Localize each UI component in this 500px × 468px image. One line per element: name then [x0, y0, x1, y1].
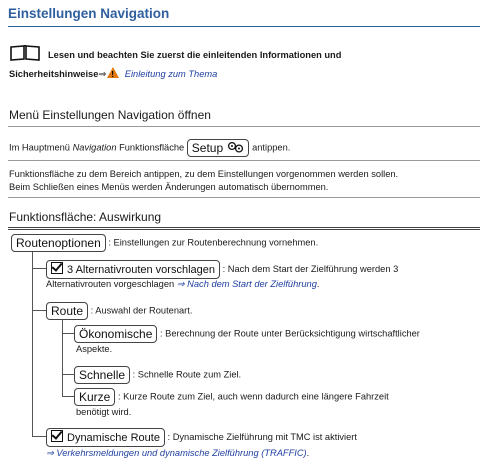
open-step: [9, 139, 290, 157]
open-note-1: Funktionsfläche zu dem Bereich antippen, zu dem Einstellungen vorgenommen werden sollen.: [9, 169, 399, 179]
step-divider: [8, 160, 480, 161]
oekonomisch-desc2: Aspekte.: [76, 344, 113, 354]
row-schnelle: [74, 366, 241, 384]
dynamisch-desc: : Dynamische Zielführung mit TMC ist aktiviert: [167, 431, 357, 442]
routenoptionen-button[interactable]: Routenoptionen: [11, 234, 106, 252]
row-dynamisch: [46, 428, 357, 447]
tree-tick-oekonomisch: [62, 333, 74, 334]
intro-link[interactable]: Einleitung zum Thema: [124, 69, 218, 79]
row-kurze: [74, 388, 389, 406]
alternativrouten-desc-line2: [46, 278, 319, 291]
route-desc: : Auswahl der Routenart.: [90, 305, 193, 316]
note-divider: [8, 197, 480, 198]
section-func-heading: Funktionsfläche: Auswirkung: [9, 210, 162, 224]
dynamisch-label: Dynamische Route: [67, 432, 160, 444]
kurze-button[interactable]: Kurze: [74, 388, 115, 406]
alternativrouten-desc2: Alternativrouten vorgeschlagen: [46, 279, 177, 289]
tree-tick-kurze: [62, 396, 74, 397]
tree-tick-schnelle: [62, 374, 74, 375]
page-title: Einstellungen Navigation: [8, 6, 170, 21]
section-func-divider-top: [8, 227, 480, 228]
routenoptionen-desc: : Einstellungen zur Routenberechnung vornehmen.: [108, 237, 319, 248]
schnelle-desc: : Schnelle Route zum Ziel.: [132, 369, 242, 380]
section-open-divider: [8, 126, 480, 127]
title-divider: [8, 26, 480, 27]
oekonomisch-button[interactable]: Ökonomische: [74, 325, 157, 343]
alternativrouten-desc1: : Nach dem Start der Zielführung werden 3: [222, 263, 399, 274]
tree-line-level1: [32, 250, 33, 436]
kurze-desc1: : Kurze Route zum Ziel, auch wenn dadurch eine längere Fahrzeit: [117, 391, 389, 402]
alternativrouten-checkbox-button[interactable]: [46, 260, 220, 279]
tree-tick-route: [32, 310, 46, 311]
checkbox-checked-icon: [51, 430, 63, 442]
intro-arrow: ⇒: [98, 69, 107, 79]
step-mid: Funktionsfläche: [116, 142, 187, 153]
row-routenoptionen: [11, 234, 318, 252]
dynamisch-checkbox-button[interactable]: [46, 428, 165, 447]
tree-line-level2: [62, 318, 63, 396]
section-open-heading: Menü Einstellungen Navigation öffnen: [9, 108, 211, 122]
alternativrouten-link[interactable]: Nach dem Start der Zielführung: [187, 279, 317, 289]
alternativrouten-end: .: [316, 279, 320, 289]
row-route: [46, 302, 192, 320]
section-func-divider-bottom: [8, 229, 480, 230]
step-suffix: antippen.: [252, 142, 291, 153]
tree-tick-dynamisch: [32, 436, 46, 437]
checkbox-checked-icon: [51, 262, 63, 274]
step-prefix: Im Hauptmenü: [9, 142, 73, 153]
intro-safety-text: Sicherheitshinweise: [9, 69, 99, 79]
tree-tick-alternativ: [32, 268, 46, 269]
alternativrouten-label: 3 Alternativrouten vorschlagen: [67, 264, 215, 276]
alternativrouten-arrow: ⇒: [176, 279, 185, 289]
route-button[interactable]: Route: [46, 302, 88, 320]
schnelle-button[interactable]: Schnelle: [74, 366, 130, 384]
intro-line1: Lesen und beachten Sie zuerst die einleitenden Informationen und: [48, 50, 342, 60]
step-navigation: Navigation: [72, 142, 117, 153]
intro-line2: [9, 67, 217, 81]
open-note-2: Beim Schließen eines Menüs werden Änderungen automatisch übernommen.: [9, 182, 329, 192]
row-alternativrouten: [46, 260, 398, 279]
dynamisch-arrow: ⇒: [46, 448, 54, 458]
book-icon: [10, 45, 40, 61]
kurze-desc2: benötigt wird.: [76, 407, 132, 417]
setup-button[interactable]: [187, 139, 250, 157]
gear-icon: [226, 141, 244, 153]
setup-button-label: Setup: [191, 141, 224, 155]
dynamisch-desc-line2: [46, 447, 309, 460]
warning-icon: !: [107, 67, 119, 78]
oekonomisch-desc1: : Berechnung der Route unter Berücksichtigung wirtschaftlicher: [159, 328, 420, 339]
dynamisch-end: .: [306, 448, 310, 458]
dynamisch-link[interactable]: Verkehrsmeldungen und dynamische Zielführung (TRAFFIC): [56, 448, 307, 458]
row-oekonomisch: [74, 325, 420, 343]
